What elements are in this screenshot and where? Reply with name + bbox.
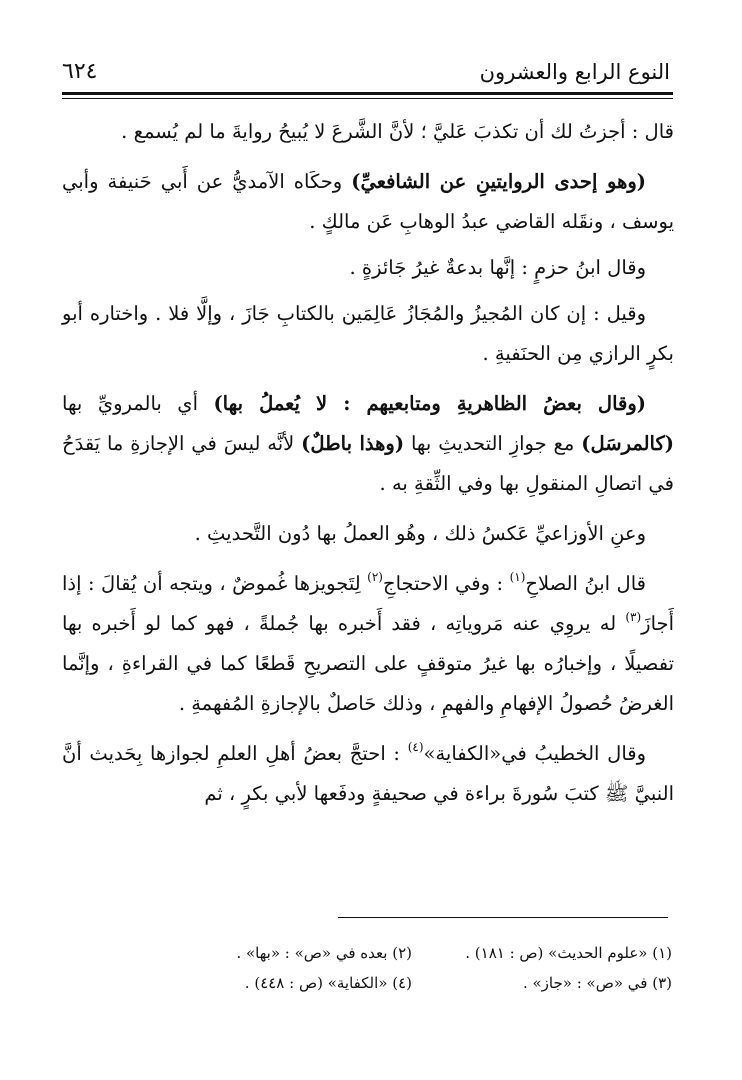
paragraph [62,384,674,504]
footnote-3: (٣) في «ص» : «جاز» . [522,974,672,992]
matn-text: (وهو إحدى الروايتينِ عن الشافعيِّ) [351,170,646,193]
footnote-2: (٢) بعده في «ص» : «بها» . [236,944,412,962]
text-span: وحكَاه الآمديُّ عن أَبي حَنيفة وأبي يوسف ، ونقَله القاضي عبدُ الوهابِ عَن مالكٍ . [62,170,674,233]
footnote-marker: (٤) [407,740,424,754]
paragraph [62,734,674,814]
paragraph [62,294,674,374]
footnote-separator [338,917,668,918]
main-text [62,112,674,820]
footnote-row [72,938,672,968]
text-span: لأنَّه ليسَ في الإجازةِ ما يَقدَحُ في اتصالِ المنقولِ بها وفي الثِّقةِ به . [62,432,674,495]
footnote-row [72,968,672,998]
text-span: وقيل : إن كان المُجيزُ والمُجَازُ عَالِمَين بالكتابِ جَازَ ، وإلَّا فلا . واختاره أبو بكرٍ الرازي مِن الحنَفيةِ . [62,302,674,365]
footnote-marker: (١) [509,570,526,584]
page-number: ٦٢٤ [62,59,98,84]
text-span: أي بالمرويِّ بها [62,392,214,415]
paragraph [62,162,674,242]
text-span: : وفي الاحتجاجِ [382,572,510,595]
text-span: لِتَجويزها غُموضٌ ، ويتجه أن يُقالَ : إذا أَجازَ [62,572,674,635]
header-rule-thick [62,92,673,95]
text-span: له يروِي عنه مَروياتِه ، فقد أَخبره بها جُملةً ، فهو كما لو أَخبره بها تفصيلًا ، وإخبارُه بها غيرُ متوقفٍ على التصريحِ قَطعًا كما في القراءةِ ، وإنَّما الغرضُ حُصولُ الإفهامِ والفهمِ ، وذلك حَاصلٌ بالإجازةِ المُفهمةِ . [62,612,674,715]
matn-text: (وقال بعضُ الظاهريةِ ومتابعيهم : لا يُعملُ بها) [213,392,646,415]
text-span: قال : أجزتُ لك أن تكذبَ عَليَّ ؛ لأنَّ الشَّرعَ لا يُبيحُ روايةَ ما لم يُسمع . [121,120,674,143]
paragraph [62,514,674,554]
text-span: وعنِ الأوزاعيِّ عَكسُ ذلك ، وهُو العملُ بها دُون التَّحديثِ . [194,522,646,545]
text-span: قال ابنُ الصلاحِ [525,572,646,595]
footnote-4: (٤) «الكفاية» (ص : ٤٤٨) . [244,974,412,992]
matn-text: (وهذا باطلٌ) [301,432,405,455]
footnote-marker: (٢) [367,570,383,584]
header-rule-thin [62,98,673,99]
text-span: مع جوازِ التحديثِ بها [404,432,582,455]
footnotes [72,938,672,998]
footnote-1: (١) «علوم الحديث» (ص : ١٨١) . [465,944,672,962]
text-span: وقال ابنُ حزمٍ : إنَّها بدعةٌ غيرُ جَائزةٍ . [349,256,646,279]
matn-text: (كالمرسَل) [581,432,674,455]
running-header-title: النوع الرابع والعشرون [479,60,670,84]
text-span: : احتجَّ بعضُ أهلِ العلمِ لجوازها بِحَديث أنَّ النبيَّ ﷺ كتبَ سُورةَ براءة في صحيفةٍ ودفَعها لأبي بكرٍ ، ثم [62,742,674,805]
paragraph [62,112,674,152]
text-span: وقال الخطيبُ في«الكفاية» [423,742,646,765]
paragraph [62,248,674,288]
footnote-marker: (٣) [625,610,642,624]
paragraph [62,564,674,724]
